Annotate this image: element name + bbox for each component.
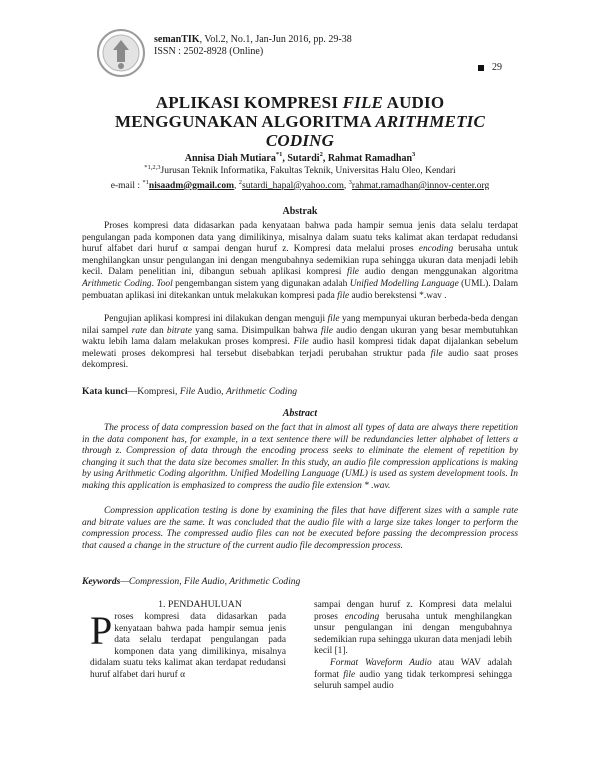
journal-name: semanTIK <box>154 34 200 45</box>
issn: ISSN : 2502-8928 (Online) <box>154 46 264 57</box>
abstract-paragraph-1: The process of data compression based on the fact that in almost all types of data are always there repetition in the data component has, for example, in a text sentence there will be redundancies letter alphabet of letters α through z. Compression of data through the encoding process seeks to eliminate the element of repetition by changing it such that the data size becomes smaller. In this study, an audio file compression applications is making by using Arithmetic Coding algorithm. Unified Modelling Language (UML) is used as system development tools. In making this application is emphasized to compress the audio file extension * .wav. <box>82 423 518 491</box>
abstrak-paragraph-2: Pengujian aplikasi kompresi ini dilakukan dengan menguji file yang mempunyai ukuran berbeda-beda dengan nilai sampel rate dan bitrate yang sama. Disimpulkan bahwa file audio dengan ukuran yang besar membutuhkan waktu lebih lama dalam melakukan proses kompresi. File audio hasil kompresi tidak dapat dijalankan sebelum melewati proses dekompresi hal tersebut disebabkan terjadi perubahan struktur pada file audio saat proses dekompresi. <box>82 314 518 371</box>
email-sup: 2 <box>238 179 243 186</box>
separator: , <box>234 181 239 191</box>
keywords: Keywords—Compression, File Audio, Arithmetic Coding <box>82 576 301 587</box>
author-name: , Rahmat Ramadhan <box>322 153 413 164</box>
email-label: e-mail : <box>110 181 143 191</box>
kata-kunci: Kata kunci—Kompresi, File Audio, Arithmetic Coding <box>82 386 298 397</box>
author-sup: 2 <box>319 151 323 158</box>
title-part: APLIKASI KOMPRESI <box>155 93 343 112</box>
author-name: Annisa Diah Mutiara <box>184 153 276 164</box>
journal-header <box>96 28 516 80</box>
journal-info-block <box>154 34 352 58</box>
abstract-paragraph-2: Compression application testing is done by examining the files that have different sizes with a sample rate and bitrate values are the same. It was concluded that the audio file with a large size takes longer to perform the compression process. The compressed audio files can not be executed before passing the decompression process that caused a change in the structure of the current audio file decompression process. <box>82 506 518 551</box>
author-name: , Sutardi <box>282 153 320 164</box>
abstrak-heading: Abstrak <box>282 206 318 217</box>
title-part: CODING <box>265 131 335 150</box>
left-column <box>90 608 286 682</box>
email-list <box>60 181 540 191</box>
email-sup: 3 <box>348 179 352 186</box>
title-part: MENGGUNAKAN ALGORITMA <box>114 112 376 131</box>
page-indicator <box>478 62 502 73</box>
title-part: AUDIO <box>383 93 445 112</box>
author-list <box>100 153 500 164</box>
abstrak-paragraph-1: Proses kompresi data didasarkan pada kenyataan bahwa pada hampir semua jenis data selalu terdapat pengulangan pada komponen data yang dimilikinya, misalnya dalam suatu teks kalimat akan terdapat redudansi huruf alfabet dari huruf α sampai dengan huruf z. Kompresi data melalui proses encoding berusaha untuk menghilangkan unsur pengulangan ini dengan mengubahnya sedemikian rupa sehingga ukuran data menjadi lebih kecil. Dalam penelitian ini, dibangun sebuah aplikasi kompresi file audio dengan menggunakan algoritma Arithmetic Coding. Tool pengembangan sistem yang digunakan adalah Unified Modelling Language (UML). Dalam pembuatan aplikasi ini ditekankan untuk melakukan kompresi pada file audio berekstensi *.wav . <box>82 221 519 301</box>
drop-cap: P <box>90 608 113 653</box>
email-link[interactable]: nisaadm@gmail.com <box>148 181 235 191</box>
affiliation-text: Jurusan Teknik Informatika, Fakultas Teknik, Universitas Halu Oleo, Kendari <box>160 166 456 176</box>
journal-volume: , Vol.2, No.1, Jan-Jun 2016, pp. 29-38 <box>199 34 352 45</box>
square-bullet-icon <box>478 65 484 71</box>
abstract-heading: Abstract <box>282 408 318 419</box>
affiliation-sup: *1,2,3 <box>144 164 161 171</box>
affiliation <box>100 166 500 176</box>
author-sup: 3 <box>412 151 416 158</box>
section-heading: 1. PENDAHULUAN <box>158 599 242 610</box>
email-link[interactable]: sutardi_hapal@yahoo.com <box>242 181 344 191</box>
title-part: ARITHMETIC <box>375 112 486 131</box>
university-logo <box>96 28 146 78</box>
author-sup: *1 <box>275 151 283 158</box>
separator: , <box>343 181 349 191</box>
right-column: sampai dengan huruf z. Kompresi data melalui proses encoding berusaha untuk menghilangkan unsur pengulangan ini dengan mengubahnya sedemikian rupa sehingga ukuran data menjadi lebih kecil [1]. Format Waveform Audio atau WAV adalah format file audio yang tidak terkompresi sehingga seluruh sampel audio <box>314 600 512 692</box>
body-text: roses kompresi data didasarkan pada kenyataan bahwa pada hampir semua jenis data selalu terdapat pengulangan pada komponen data yang dimilikinya, misalnya didalam suatu teks kalimat akan terdapat redudansi huruf alfabet dari huruf α <box>90 612 286 680</box>
email-link[interactable]: rahmat.ramadhan@innov-center.org <box>351 181 490 191</box>
paper-title <box>100 93 500 150</box>
title-part: FILE <box>342 93 384 112</box>
page-number: 29 <box>492 62 502 73</box>
email-sup: *1 <box>142 179 149 186</box>
